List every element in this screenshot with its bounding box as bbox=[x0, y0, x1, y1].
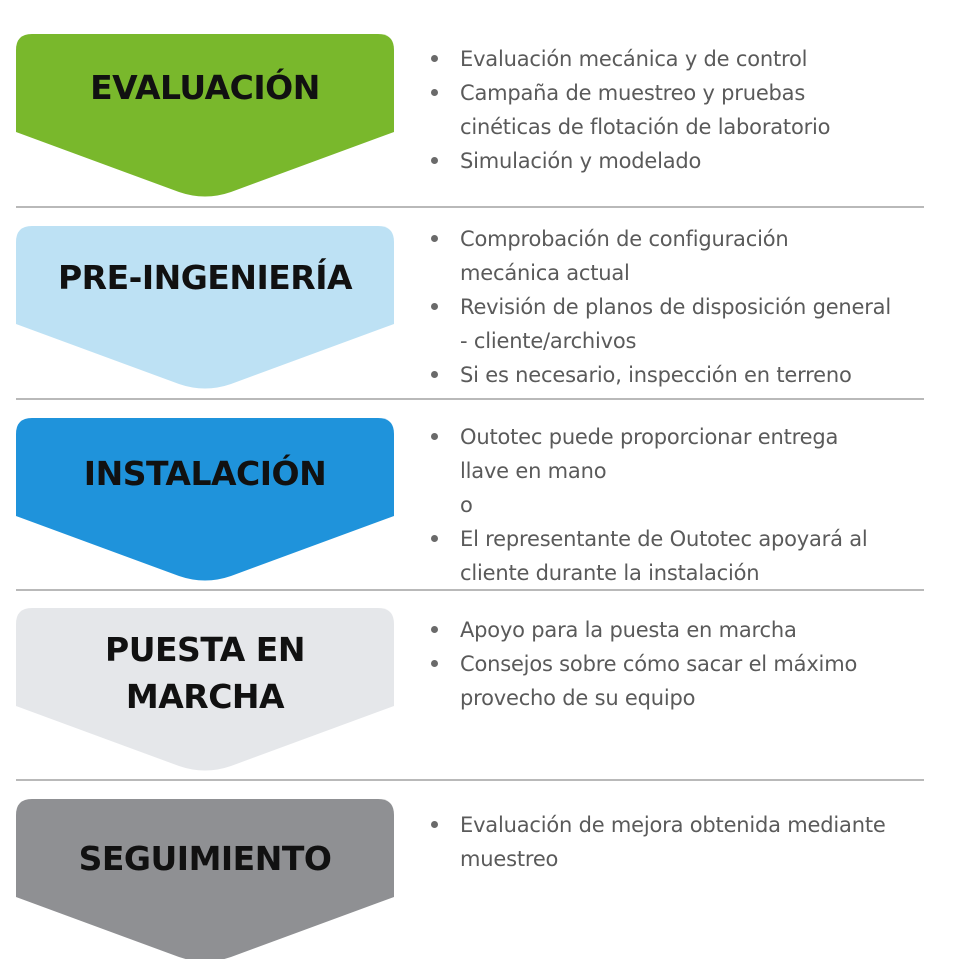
bullet-dot-icon bbox=[431, 157, 438, 164]
stage-label-line: PRE-INGENIERÍA bbox=[57, 258, 353, 297]
bullet-continuation: cliente durante la instalación bbox=[460, 561, 760, 585]
bullet-continuation: llave en mano bbox=[460, 459, 607, 483]
bullet-continuation: o bbox=[460, 493, 473, 517]
bullet-item: Consejos sobre cómo sacar el máximo bbox=[428, 647, 938, 681]
bullet-dot-icon bbox=[431, 235, 438, 242]
bullet-dot-icon bbox=[431, 660, 438, 667]
stage-label bbox=[16, 450, 394, 497]
bullet-dot-icon bbox=[431, 433, 438, 440]
bullet-continuation: muestreo bbox=[460, 847, 559, 871]
stage-label bbox=[16, 254, 394, 301]
stage-label bbox=[16, 626, 394, 720]
stage-label-line: SEGUIMIENTO bbox=[78, 839, 332, 878]
stage-instalacion bbox=[16, 418, 394, 578]
bullet-item: Campaña de muestreo y pruebas bbox=[428, 76, 938, 110]
stage-seguimiento bbox=[16, 799, 394, 959]
bullet-dot-icon bbox=[431, 821, 438, 828]
stage-bullet-list bbox=[428, 222, 938, 392]
bullet-dot-icon bbox=[431, 303, 438, 310]
stage-label-line: INSTALACIÓN bbox=[83, 454, 327, 493]
bullet-item: Apoyo para la puesta en marcha bbox=[428, 613, 938, 647]
stage-label bbox=[16, 64, 394, 111]
stage-pre-ingenieria bbox=[16, 226, 394, 386]
stage-label-line: EVALUACIÓN bbox=[90, 68, 320, 107]
stage-bullet-list bbox=[428, 808, 938, 876]
bullet-dot-icon bbox=[431, 535, 438, 542]
chevron-shape bbox=[16, 418, 394, 578]
section-divider bbox=[16, 398, 924, 400]
bullet-item: Comprobación de configuración bbox=[428, 222, 938, 256]
stage-bullet-list bbox=[428, 420, 938, 590]
stage-bullet-list bbox=[428, 42, 938, 178]
chevron-shape bbox=[16, 34, 394, 194]
stage-evaluacion bbox=[16, 34, 394, 194]
section-divider bbox=[16, 589, 924, 591]
bullet-dot-icon bbox=[431, 371, 438, 378]
bullet-dot-icon bbox=[431, 626, 438, 633]
bullet-item: El representante de Outotec apoyará al bbox=[428, 522, 938, 556]
section-divider bbox=[16, 206, 924, 208]
section-divider bbox=[16, 779, 924, 781]
bullet-dot-icon bbox=[431, 55, 438, 62]
bullet-continuation: - cliente/archivos bbox=[460, 329, 637, 353]
chevron-shape bbox=[16, 226, 394, 386]
stage-label-line: PUESTA EN bbox=[105, 630, 305, 669]
bullet-dot-icon bbox=[431, 89, 438, 96]
stage-bullet-list bbox=[428, 613, 938, 715]
bullet-continuation: mecánica actual bbox=[460, 261, 630, 285]
bullet-continuation: provecho de su equipo bbox=[460, 686, 696, 710]
stage-label bbox=[16, 835, 394, 882]
bullet-item: Evaluación mecánica y de control bbox=[428, 42, 938, 76]
stage-puesta-en-marcha bbox=[16, 608, 394, 768]
stage-label-line: MARCHA bbox=[125, 677, 285, 716]
bullet-continuation: cinéticas de flotación de laboratorio bbox=[460, 115, 831, 139]
bullet-item: Revisión de planos de disposición general bbox=[428, 290, 938, 324]
bullet-item: Simulación y modelado bbox=[428, 144, 938, 178]
bullet-item: Si es necesario, inspección en terreno bbox=[428, 358, 938, 392]
bullet-item: Outotec puede proporcionar entrega bbox=[428, 420, 938, 454]
bullet-item: Evaluación de mejora obtenida mediante bbox=[428, 808, 938, 842]
